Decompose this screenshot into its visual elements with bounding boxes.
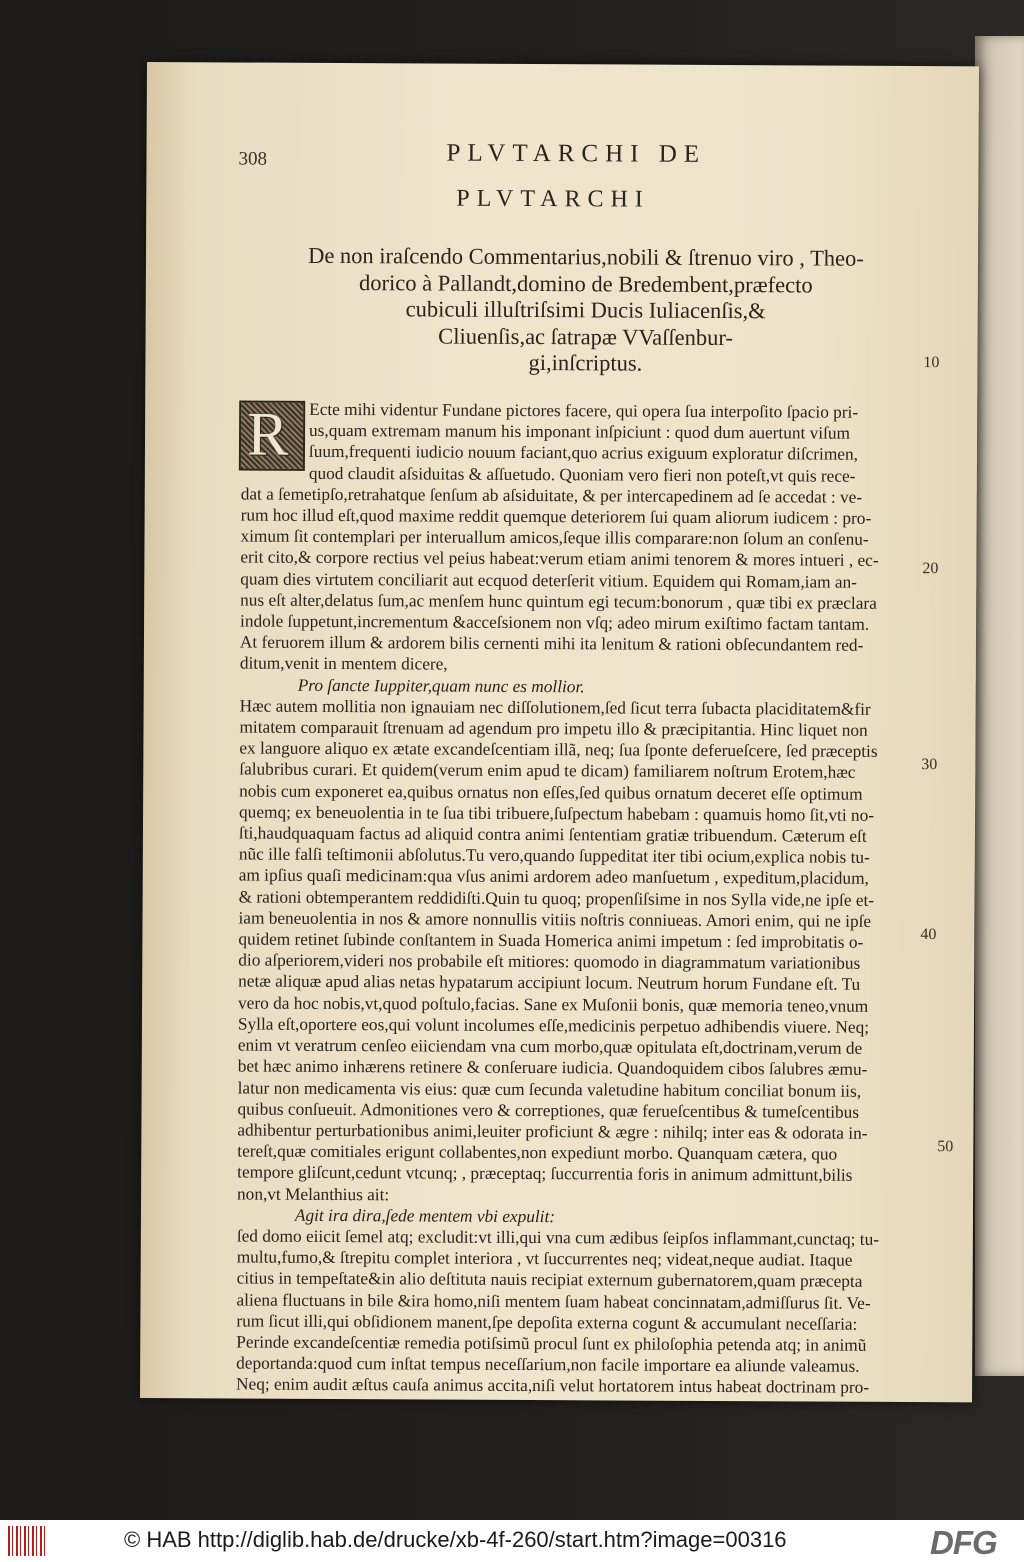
running-head: PLVTARCHI DE bbox=[446, 139, 707, 168]
line-number: 30 bbox=[921, 756, 938, 774]
text-line: rum ſicut illi,qui obſidionem manent,ſpe depoſita externa cogunt & accumulant neceſſaria: bbox=[236, 1311, 858, 1334]
text-line: dat a ſemetipſo,retrahatque ſenſum ab aſsiduitate, & per intercapedinem ad ſe accedat : ve- bbox=[240, 484, 863, 507]
text-line: ex languore aliquo ex ætate excandeſcentiam illã, neq; ſua ſponte deferueſcere, ſed præceptis bbox=[239, 738, 878, 762]
facing-page-edge bbox=[975, 36, 1024, 1376]
body-text bbox=[236, 398, 941, 1419]
text-line: citius in tempeſtate&in alio deſtituta nauis recipiat externum gubernatorem,quam præcepta bbox=[236, 1268, 863, 1292]
catchword: pere bbox=[906, 1399, 937, 1419]
text-line: quam dies virtutem conciliarit aut ecquod deterſerit vitium. Equidem qui Romam,iam an- bbox=[240, 569, 858, 592]
text-line: quod claudit aſsiduitas & aſſuetudo. Quoniam vero fieri non poteſt,vt quis rece- bbox=[308, 463, 856, 486]
text-line: netæ aliquæ apud alias netas hypatarum accipiunt locum. Neutrum horum Fundane eſt. Tu bbox=[238, 971, 861, 995]
text-line: ximum ſit contemplari per interuallum amicos,ſeque illis comparare:non ſolum an conſenu- bbox=[240, 526, 869, 550]
text-line: ſed domo eiicit ſemel atq; excludit:vt illi,qui vna cum ædibus ſeipſos inflammant,cunctaq; tu- bbox=[236, 1226, 880, 1249]
text-line: am ipſius quaſi medicinam:qua vſus animi ardorem adeo manſuetum , expeditum,placidum, bbox=[238, 865, 869, 889]
dedication-line: dorico à Pallandt,domino de Bredembent,præfecto bbox=[358, 269, 813, 297]
text-line: Neq; enim audit æſtus cauſa animus accita,niſi velut hortatorem intus habeat doctrinam pro- bbox=[236, 1374, 870, 1398]
verse-quote: Pro ſancte Iuppiter,quam nunc es mollior. bbox=[297, 675, 585, 696]
text-line: multu,fumo,& ſtrepitu complet interiora , vt ſuccurrentes neq; videat,neque audiat. Itaque bbox=[236, 1247, 853, 1270]
text-line: quidem retinet ſubinde conſtantem in Suada Homerica animi impetum : ſed improbitatis o- bbox=[238, 929, 864, 952]
text-line: ditum,venit in mentem dicere, bbox=[239, 653, 448, 675]
text-line: mitatem comparauit ſtrenuam ad agendum pro impetu illo & præcipitantia. Hinc liquet non bbox=[239, 717, 868, 740]
text-line: ſalubribus curari. Et quidem(verum enim apud te dicam) familiarem noſtrum Erotem,hæc bbox=[239, 759, 856, 783]
dedication-line: De non iraſcendo Commentarius,nobili & ſtrenuo viro , Theo- bbox=[308, 242, 864, 271]
text-line: dio aſperiorem,videri nos probabile eſt mitiores: quomodo in diagrammatum variationibus bbox=[238, 950, 861, 974]
book-page bbox=[140, 62, 979, 1419]
text-line: adhibentur perturbationibus animi,leuiter proficiunt & ægre : nihilq; inter eas & odorata in- bbox=[237, 1120, 868, 1143]
text-line: nũc ille falſi teſtimonii abſolutus.Tu vero,quando ſuppeditat iter tibi ocium,explica nobis tu- bbox=[238, 844, 870, 868]
dedication-line: cubiculi illuſtriſsimi Ducis Iuliacenſis,& bbox=[405, 296, 766, 324]
source-link[interactable]: © HAB http://diglib.hab.de/drucke/xb-4f-260/start.htm?image=00316 bbox=[124, 1527, 787, 1552]
verse-quote: Agit ira dira,ſede mentem vbi expulit: bbox=[294, 1205, 556, 1226]
line-number: 10 bbox=[923, 354, 940, 372]
text-line: vero da hoc nobis,vt,quod poſtulo,facias. Sane ex Muſonii bonis, quæ memoria teneo,vnum bbox=[238, 993, 869, 1016]
text-line: tereſt,quæ comitiales erigunt collabentes,non expediunt morbo. Quanquam cætera, quo bbox=[237, 1141, 838, 1164]
barcode-icon bbox=[8, 1526, 46, 1556]
text-line: quibus conſueuit. Admonitiones vero & correptiones, quæ ferueſcentibus & tumeſcentibus bbox=[237, 1099, 860, 1122]
text-line: nobis cum exponeret ea,quibus ornatus non eſſes,ſed quibus ornatum deceret eſſe optimum bbox=[239, 781, 863, 804]
text-line: indole ſuppetunt,incrementum &acceſsionem non vſq; adeo mirum exiſtimo factam tantam. bbox=[240, 611, 870, 634]
text-line: Ecte mihi videntur Fundane pictores facere, qui opera ſua interpoſito ſpacio pri- bbox=[309, 399, 859, 422]
text-line: ſti,haudquaquam factus ad aliquid contra animi ſententiam gratiæ tribuendum. Cæterum eſt bbox=[238, 823, 867, 846]
text-line: Perinde excandeſcentiæ remedia potiſsimũ procul ſunt ex philoſophia petenda atq; in animũ bbox=[236, 1332, 867, 1355]
viewer-footer bbox=[0, 1520, 1024, 1562]
dedication-line: gi,inſcriptus. bbox=[528, 350, 643, 376]
line-number: 50 bbox=[937, 1138, 954, 1156]
text-line: & rationi obtemperantem reddidiſti.Quin tu quoq; propenſiſsime in nos Sylla vide,ne ipſe et- bbox=[238, 887, 875, 910]
text-line: iam beneuolentia in nos & amore nonnullis vitiis noſtris conniueas. Amori enim, qui ne ipſe bbox=[238, 908, 872, 931]
text-line: erit cito,& corpore rectius vel peius habeat:verum etiam animi tenorem & mores intueri , ec- bbox=[240, 547, 879, 571]
dfg-logo: DFG bbox=[930, 1524, 997, 1561]
text-line: nus eſt alter,delatus ſum,ac menſem hunc quintum egi tecum:bonorum , quæ tibi ex præclara bbox=[240, 590, 877, 613]
initial-letter: R bbox=[246, 400, 289, 469]
text-line: aliena fluctuans in bile &ira homo,niſi mentem ſuam habeat concinnatam,admiſſurus ſit. Ve- bbox=[236, 1290, 871, 1313]
section-title: PLVTARCHI bbox=[456, 185, 650, 213]
text-line: Hæc autem mollitia non ignauiam nec diſſolutionem,ſed ſicut terra ſubacta placiditatem&fir bbox=[239, 696, 871, 719]
dedication-heading bbox=[305, 243, 866, 378]
text-line: us,quam extremam manum his imponant inſpiciunt : quod dum auertunt viſum bbox=[309, 421, 851, 443]
text-line: latur non medicamenta vis eius: quæ cum ſecunda valetudine habitum conciliat bonum iis, bbox=[237, 1077, 862, 1101]
text-line: deportanda:quod cum inſtat tempus neceſſarium,non facile importare ea aliunde valeamus. bbox=[236, 1353, 860, 1376]
page-number: 308 bbox=[238, 148, 268, 170]
text-line: rum hoc illud eſt,quod maxime reddit quemque deteriorem ſui quam aliorum iudicem : pro- bbox=[240, 505, 872, 528]
text-line: Sylla eſt,oportere eos,qui volunt incolumes eſſe,medicinis perpetuo adhibendis viuere. Neq; bbox=[237, 1014, 870, 1037]
text-line: ſuum,frequenti iudicio nouum faciant,quo acrius exiguum exploratur diſcrimen, bbox=[308, 442, 859, 465]
text-line: enim vt veratrum cenſeo eiiciendam vna cum morbo,quæ opitulata eſt,doctrinam,verum de bbox=[237, 1035, 863, 1058]
text-line: At feruorem illum & ardorem bilis cernenti mihi ita lenitum & rationi obſecundantem red- bbox=[239, 632, 864, 655]
text-line: tempore gliſcunt,cedunt vtcunq; , præceptaq; ſuccurrentia foris in animum admittunt,bilis bbox=[237, 1162, 853, 1186]
text-line: quemq; ex beneuolentia in te ſua tibi tribuere,ſuſpectum habebam : quamuis homo ſit,vti no- bbox=[239, 802, 875, 825]
text-line: non,vt Melanthius ait: bbox=[237, 1184, 390, 1204]
text-line: bet hæc animo inhærens retinere & conſeruare iudicia. Quandoquidem cibos ſalubres æmu- bbox=[237, 1056, 868, 1080]
line-number: 20 bbox=[922, 560, 939, 578]
line-number: 40 bbox=[920, 926, 937, 944]
dedication-line: Cliuenſis,ac ſatrapæ VVaſſenbur- bbox=[438, 323, 733, 350]
